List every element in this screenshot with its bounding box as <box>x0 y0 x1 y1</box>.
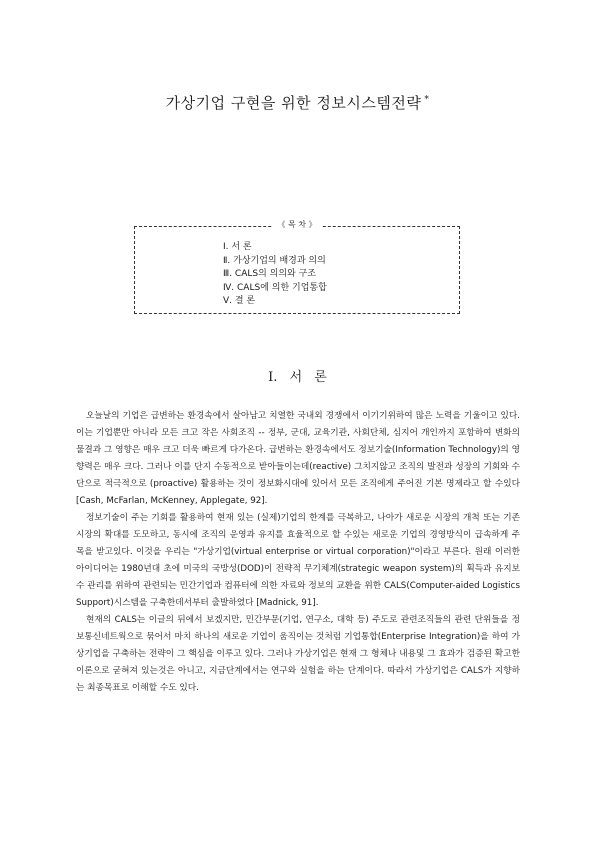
toc-item: Ⅴ. 결 론 <box>223 296 256 306</box>
toc-item: Ⅳ. CALS에 의한 기업통합 <box>223 282 327 293</box>
document-title <box>0 92 595 113</box>
paragraph: 정보기술이 주는 기회를 활용하여 현재 있는 (실제)기업의 한계를 극복하고, 나아가 새로운 시장의 개척 또는 기존시장의 확대를 도모하고, 동시에 조직의 운영과 유지를 효율적으로 할 수있는 새로운 기업의 경영방식이 급속하게 주목을 받고있다. 이것을 우리는 "가상기업(virtual enterprise or virtual corporation)"이라고 부른다. 원래 이러한 아이디어는 1980년대 초에 미국의 국방성(DOD)이 전략적 무기체계(strategic weapon system)의 획득과 유지보수 관리를 위하여 관련되는 민간기업과 컴퓨터에 의한 자료와 정보의 교환을 위한 CALS(Computer-aided Logistics Support)시스템을 구축한데서부터 출발하였다 [Madnick, 91]. <box>76 513 520 608</box>
toc-item: Ⅰ. 서 론 <box>223 242 252 252</box>
toc-list <box>223 241 327 309</box>
toc-header-text: 《 목 차 》 <box>273 220 320 229</box>
toc-item: Ⅲ. CALS의 의의와 구조 <box>223 269 316 279</box>
section-heading: Ⅰ. 서 론 <box>268 370 327 385</box>
table-of-contents <box>134 220 460 314</box>
body-text <box>76 408 520 697</box>
toc-header <box>135 219 459 230</box>
paragraph: 현재의 CALS는 이글의 뒤에서 보겠지만, 민간부문(기업, 연구소, 대학 등) 주도로 관련조직들의 관련 단위들을 정보통신네트웍으로 묶어서 마치 하나의 새로운 기업이 움직이는 것처럼 기업통합(Enterprise Integration)을 하여 가상기업을 구축하는 전략이 그 핵심을 이루고 있다. 그러나 가상기업은 현재 그 형체나 내용및 그 효과가 검증된 확고한 이론으로 굳혀져 있는것은 아니고, 지금단계에서는 연구와 실험을 하는 단계이다. 따라서 가상기업은 CALS가 지향하는 최종목표로 이해할 수도 있다. <box>76 615 520 693</box>
title-footnote-mark: * <box>424 95 430 105</box>
title-text: 가상기업 구현을 위한 정보시스템전략 <box>165 94 422 112</box>
toc-item: Ⅱ. 가상기업의 배경과 의의 <box>223 255 326 266</box>
paragraph: 오늘날의 기업은 급변하는 환경속에서 살아남고 치열한 국내외 경쟁에서 이기기위하여 많은 노력을 기울이고 있다. 이는 기업뿐만 아니라 모든 크고 작은 사회조직 -- 정부, 군대, 교육기관, 사회단체, 심지어 개인까지 포함하여 변화의 물결과 그 영향은 매우 크고 더욱 빠르게 다가온다. 급변하는 환경속에서도 정보기술(Information Technology)의 영향력은 매우 크다. 그러나 이를 단지 수동적으로 받아들이는데(reactive) 그치지않고 조직의 발전과 성장의 기회와 수단으로 적극적으로 (proactive) 활용하는 것이 정보화시대에 있어서 모든 조직에게 주어진 기본 명제라고 할 수있다 [Cash, McFarlan, McKenney, Applegate, 92]. <box>76 411 520 506</box>
